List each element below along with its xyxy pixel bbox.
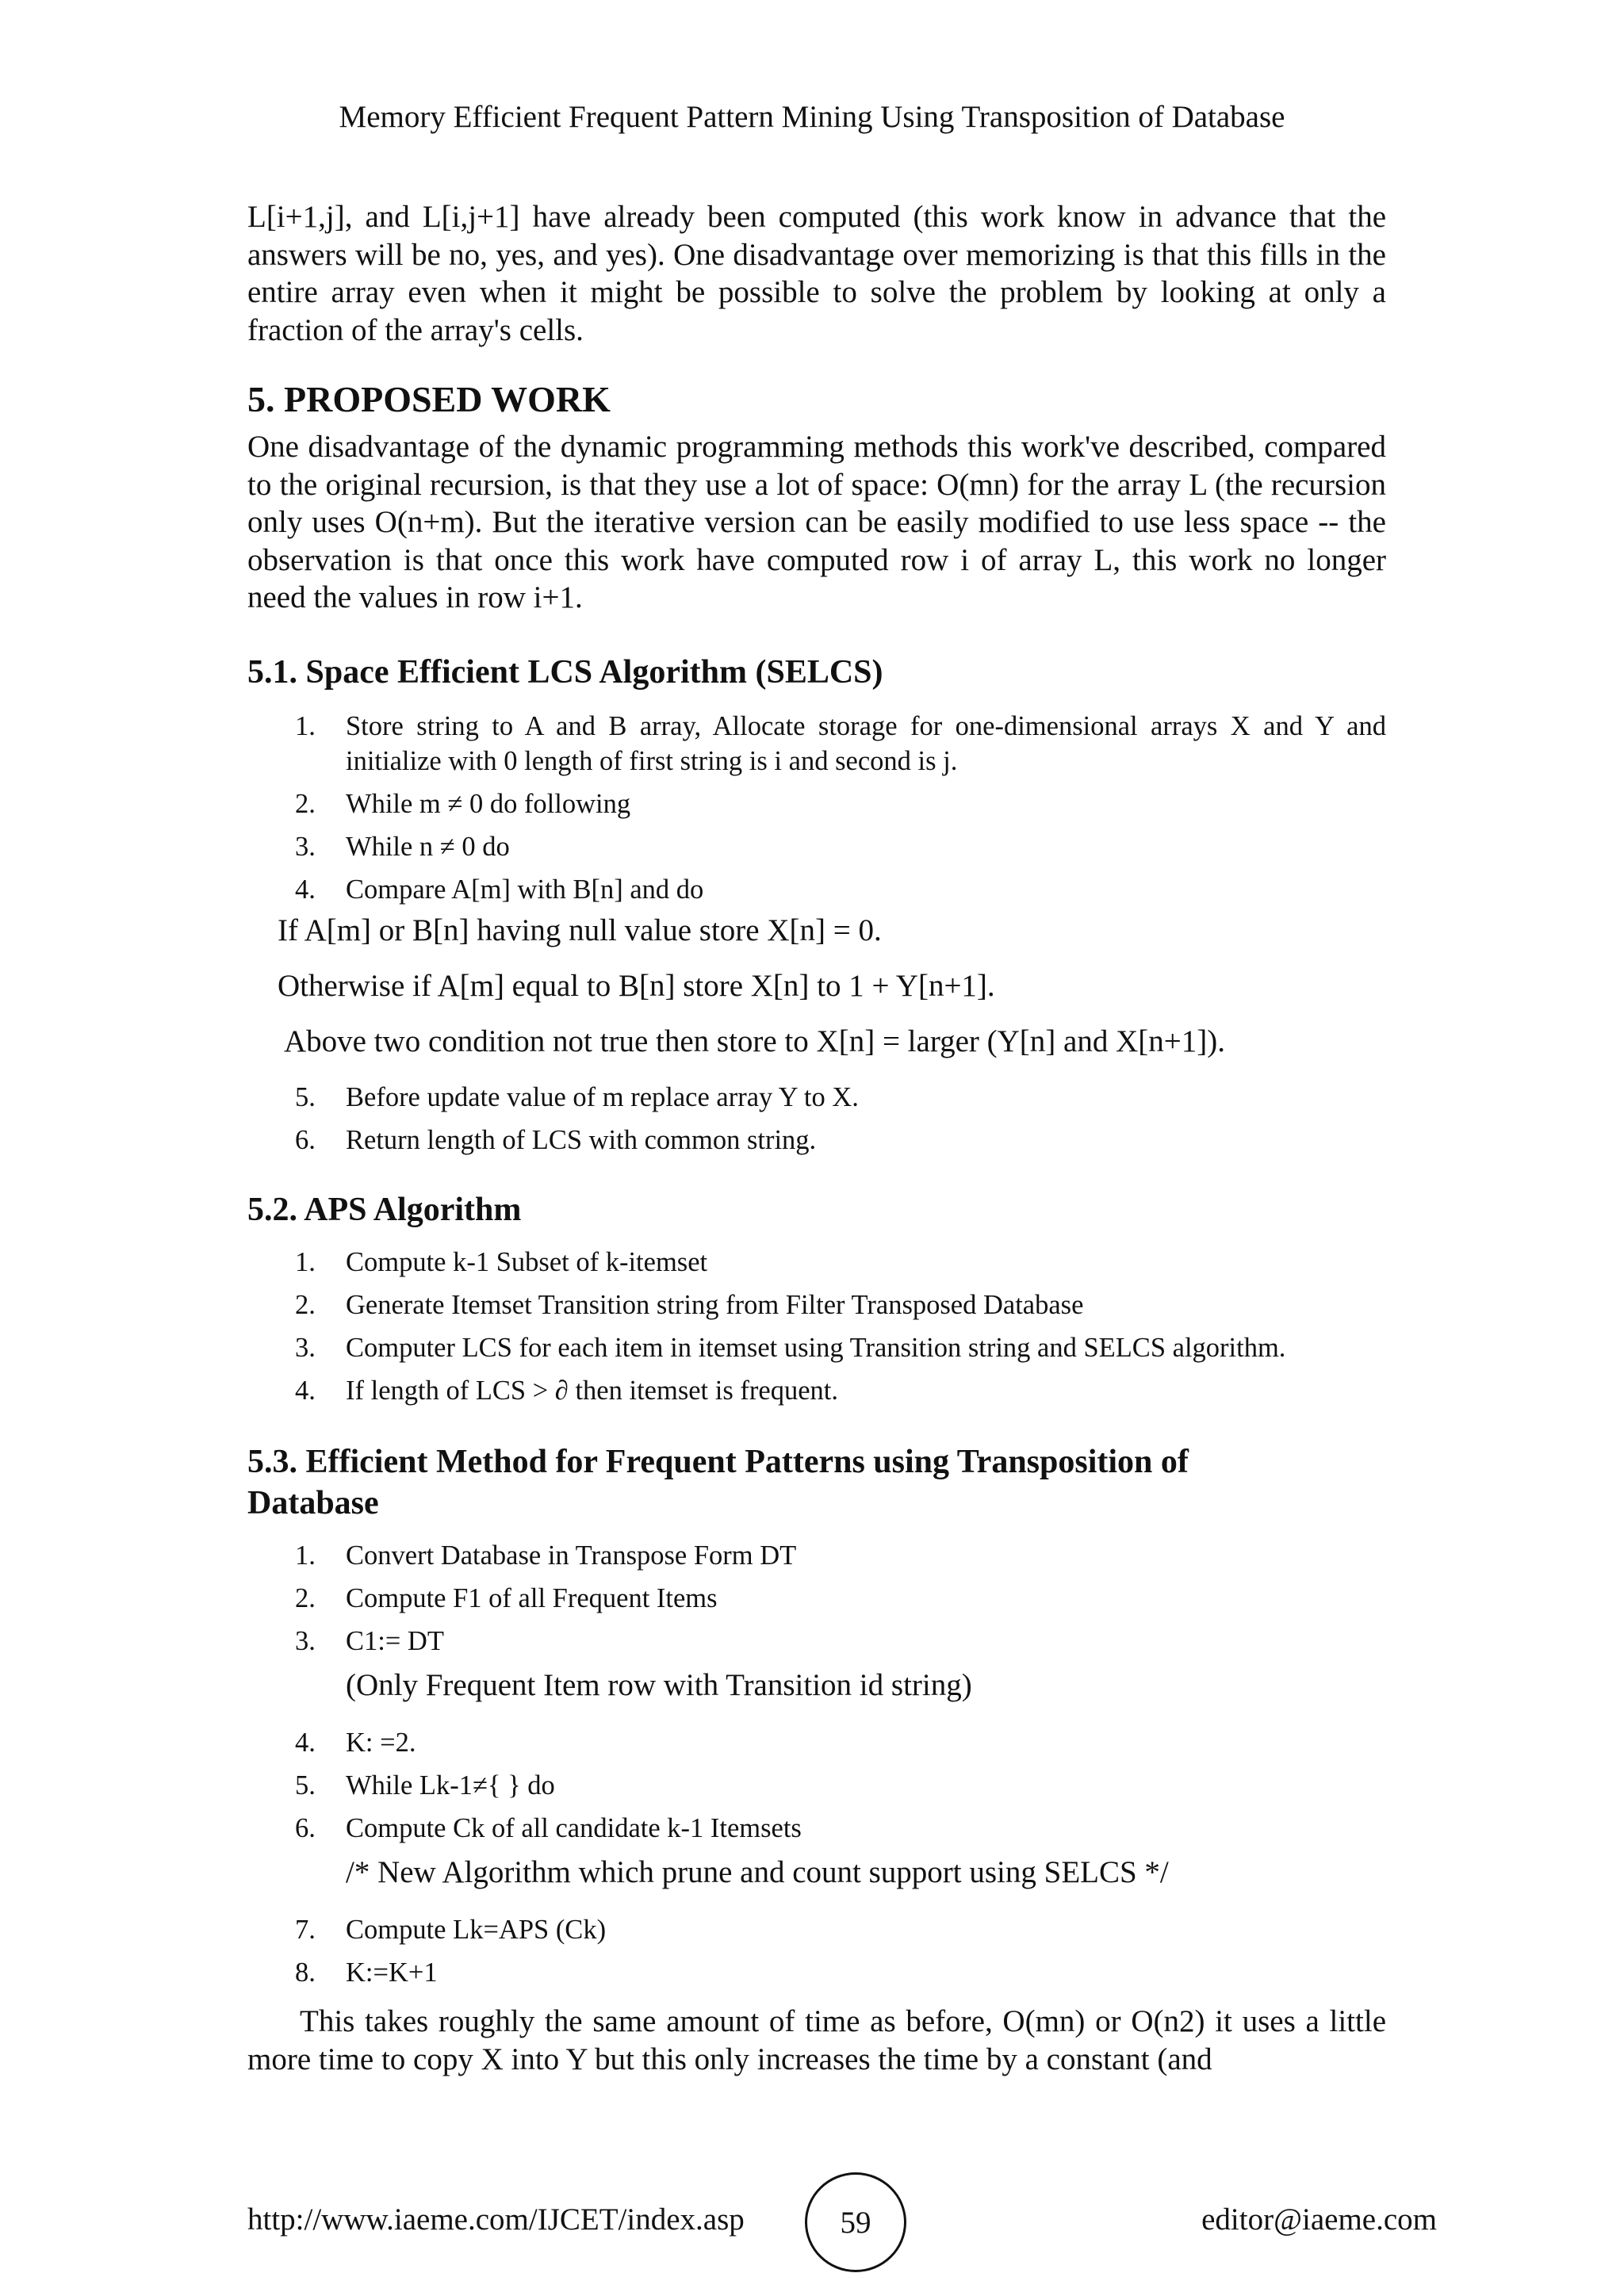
step-3-note: (Only Frequent Item row with Transition id string) xyxy=(346,1668,972,1702)
list-item-number: 3. xyxy=(295,1333,316,1363)
list-item xyxy=(247,786,1386,821)
list-item xyxy=(247,1581,1386,1616)
closing-paragraph-block xyxy=(247,2003,1386,2078)
list-item xyxy=(247,1080,1386,1115)
list-item-number: 8. xyxy=(295,1957,316,1988)
list-item-text: Before update value of m replace array Y to X. xyxy=(346,1082,859,1112)
list-item-text: Generate Itemset Transition string from Filter Transposed Database xyxy=(346,1290,1084,1320)
intro-paragraph: L[i+1,j], and L[i,j+1] have already been computed (this work know in advance that the answers will be no, yes, and yes). One disadvantage over memorizing is that this fills in the entire array even when it might be possible to solve the problem by looking at only a fraction of the array's cells. xyxy=(247,200,1386,347)
list-item-number: 1. xyxy=(295,1247,316,1277)
list-item xyxy=(247,1245,1386,1280)
list-item xyxy=(247,1373,1386,1408)
closing-paragraph: This takes roughly the same amount of time as before, O(mn) or O(n2) it uses a little more time to copy X into Y but this only increases the time by a constant (and xyxy=(247,2004,1386,2076)
list-item-text: Compare A[m] with B[n] and do xyxy=(346,874,704,905)
condition-line: Above two condition not true then store to X[n] = larger (Y[n] and X[n+1]). xyxy=(284,1024,1225,1058)
section-5-3-heading: 5.3. Efficient Method for Frequent Patterns using Transposition of Database xyxy=(247,1444,1189,1521)
list-item xyxy=(247,1811,1386,1846)
page-footer xyxy=(0,2172,1624,2275)
condition-line: Otherwise if A[m] equal to B[n] store X[n] to 1 + Y[n+1]. xyxy=(278,969,995,1003)
list-item-text: Store string to A and B array, Allocate storage for one-dimensional arrays X and Y and initialize with 0 length of first string is i and second is j. xyxy=(346,711,1386,776)
list-item-number: 4. xyxy=(295,1376,316,1406)
list-item-number: 2. xyxy=(295,1290,316,1320)
efficient-method-steps-list-a xyxy=(247,1538,1386,1659)
list-item-text: While Lk-1≠{ } do xyxy=(346,1770,555,1800)
list-item-text: Compute Ck of all candidate k-1 Itemsets xyxy=(346,1813,802,1843)
list-item-text: While m ≠ 0 do following xyxy=(346,789,631,819)
list-item-text: If length of LCS > ∂ then itemset is frequent. xyxy=(346,1376,838,1406)
list-item xyxy=(247,1912,1386,1947)
list-item xyxy=(247,709,1386,779)
list-item-text: K: =2. xyxy=(346,1728,416,1758)
selcs-steps-list-b xyxy=(247,1080,1386,1158)
list-item-text: Convert Database in Transpose Form DT xyxy=(346,1540,797,1571)
condition-line: If A[m] or B[n] having null value store X[n] = 0. xyxy=(278,913,882,947)
list-item-number: 6. xyxy=(295,1125,316,1155)
list-item-text: C1:= DT xyxy=(346,1626,444,1656)
list-item-number: 1. xyxy=(295,711,316,741)
aps-steps-list xyxy=(247,1245,1386,1408)
section-5-2-heading: 5.2. APS Algorithm xyxy=(247,1192,522,1228)
list-item xyxy=(247,1955,1386,1990)
list-item-number: 7. xyxy=(295,1915,316,1945)
list-item xyxy=(247,1288,1386,1322)
list-item-text: Computer LCS for each item in itemset using Transition string and SELCS algorithm. xyxy=(346,1333,1286,1363)
list-item xyxy=(247,1123,1386,1158)
running-head: Memory Efficient Frequent Pattern Mining Using Transposition of Database xyxy=(339,100,1285,134)
list-item-number: 5. xyxy=(295,1082,316,1112)
list-item xyxy=(247,872,1386,907)
list-item xyxy=(247,1768,1386,1803)
section-5-heading: 5. PROPOSED WORK xyxy=(247,379,611,419)
list-item xyxy=(247,1725,1386,1760)
list-item-number: 2. xyxy=(295,1583,316,1613)
section-5-1-heading: 5.1. Space Efficient LCS Algorithm (SELCS) xyxy=(247,654,883,691)
list-item-text: Compute k-1 Subset of k-itemset xyxy=(346,1247,708,1277)
section-5-paragraph: One disadvantage of the dynamic programming methods this work've described, compared to the original recursion, is that they use a lot of space: O(mn) for the array L (the recursion only uses O(n+m). But the iterative version can be easily modified to use less space -- the observation is that once this work have computed row i of array L, this work no longer need the values in row i+1. xyxy=(247,430,1386,614)
list-item-number: 3. xyxy=(295,832,316,862)
list-item xyxy=(247,1538,1386,1573)
page-number-circle xyxy=(805,2172,906,2272)
list-item xyxy=(247,1330,1386,1365)
list-item-text: Return length of LCS with common string. xyxy=(346,1125,817,1155)
list-item xyxy=(247,1624,1386,1659)
list-item-number: 2. xyxy=(295,789,316,819)
selcs-steps-list-a xyxy=(247,709,1386,907)
list-item-number: 3. xyxy=(295,1626,316,1656)
list-item-text: While n ≠ 0 do xyxy=(346,832,510,862)
list-item-number: 4. xyxy=(295,874,316,905)
section-5-paragraph-block xyxy=(247,428,1386,617)
footer-url-link[interactable]: http://www.iaeme.com/IJCET/index.asp xyxy=(247,2202,745,2237)
list-item-number: 5. xyxy=(295,1770,316,1800)
efficient-method-steps-list-c xyxy=(247,1912,1386,1990)
list-item-number: 1. xyxy=(295,1540,316,1571)
list-item xyxy=(247,829,1386,864)
efficient-method-steps-list-b xyxy=(247,1725,1386,1846)
list-item-number: 4. xyxy=(295,1728,316,1758)
step-6-note: /* New Algorithm which prune and count support using SELCS */ xyxy=(346,1855,1169,1889)
list-item-text: Compute Lk=APS (Ck) xyxy=(346,1915,607,1945)
intro-paragraph-block xyxy=(247,198,1386,349)
footer-email-link[interactable]: editor@iaeme.com xyxy=(1201,2202,1437,2237)
page-number: 59 xyxy=(840,2205,871,2240)
list-item-number: 6. xyxy=(295,1813,316,1843)
list-item-text: Compute F1 of all Frequent Items xyxy=(346,1583,718,1613)
list-item-text: K:=K+1 xyxy=(346,1957,438,1988)
